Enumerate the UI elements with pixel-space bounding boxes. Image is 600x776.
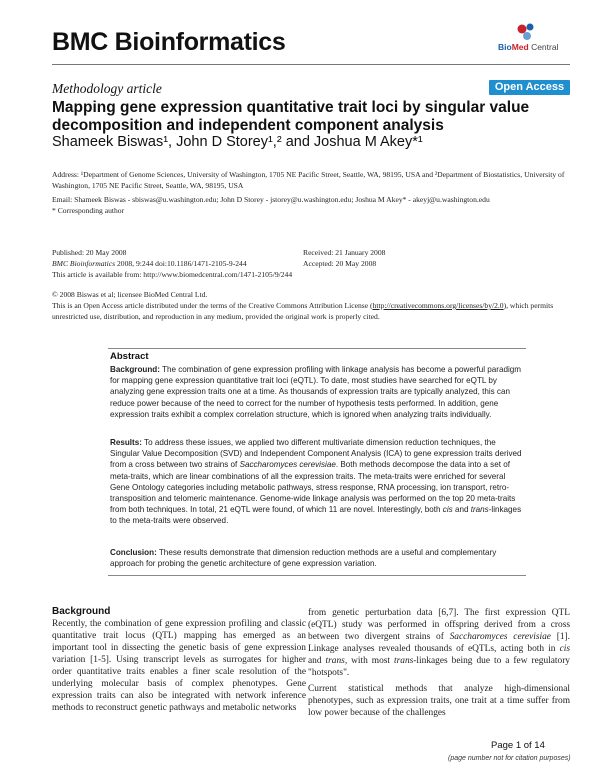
right-cis: cis [559,644,570,654]
logo-bio-text: Bio [498,42,512,52]
abstract-background [110,364,525,420]
abstract-results-text-b: . Both methods decompose the data into a set of meta-traits, which are linear combinations of all the expression traits. The meta-traits were enriched for several Gene Ontology categories including metabolic pathways, stress response, RNA processing, ion transport, retro-transposition and telomeric maintenance. Genome-wide linkage analysis was performed on the top 20 meta-traits from both techniques. In total, 21 eQTL were found, of which 11 are novel. Interestingly, both [110,460,516,515]
license-text-a: This is an Open Access article distributed under the terms of the Creative Commons Attribution License ( [52,301,373,310]
citation-details: 2008, 9:244 doi:10.1186/1471-2105-9-244 [115,259,247,268]
abstract-background-label: Background: [110,365,160,374]
body-right-paragraph-1 [308,607,570,679]
license-text-b: ), which permits unrestricted use, distribution, and reproduction in any medium, provided the original work is properly cited. [52,301,554,321]
open-access-badge: Open Access [489,80,570,95]
right-species: Saccharomyces cerevisiae [449,632,551,642]
abstract-background-text: The combination of gene expression profiling with linkage analysis has become a powerful paradigm for mapping gene expression quantitative trait loci (eQTL). To date, most studies have searched for eQTL by analyzing gene expression traits one at a time. As thousands of expression traits are typically analyzed, this can reduce power because of the need to correct for the number of hypothesis tests performed. In addition, gene expression traits exhibit a complex correlation structure, which is ignored when analyzing traits individually. [110,365,522,419]
citation-journal: BMC Bioinformatics [52,259,116,268]
right-text-4: , with most [344,656,395,666]
abstract-conclusion-text: These results demonstrate that dimension reduction methods are a useful and complementary approach for probing the genetic architecture of gene expression variation. [110,548,497,569]
copyright-line: © 2008 Biswas et al; licensee BioMed Central Ltd. [52,290,208,299]
biomed-central-logo [498,22,568,56]
abstract-results-trans: trans [470,505,489,515]
right-text-3: and [308,656,326,666]
abstract-conclusion-label: Conclusion: [110,548,157,557]
background-heading: Background [52,606,111,617]
abstract-heading: Abstract [110,351,149,362]
author-address: Address: ¹Department of Genome Sciences, University of Washington, 1705 NE Pacific Street, Seattle, WA, 98195, USA and ²Department of Biostatistics, University of Washington, 1705 NE Pacific Street, Seattle, WA, 98195, USA [52,170,565,190]
body-left-column: Recently, the combination of gene expression profiling and classic quantitative trait locus (QTL) mapping has emerged as an important tool in dissecting the genetic basis of gene expression variation [1-5]. Using transcript levels as surrogates for higher order quantitative traits enables a finer scale resolution of the underlying molecular basis of complex phenotypes. Gene expression traits can also be integrated with network inference methods to reconstruct genetic pathways and metabolic networks [52,619,306,713]
right-trans: trans [325,656,345,666]
body-right-paragraph-2: Current statistical methods that analyze high-dimensional phenotypes, such as expression traits, one trait at a time suffer from low power because of the challenges [308,684,570,718]
right-trans-2: trans [394,656,414,666]
abstract-results-text-c: -linkages to the meta-traits were observed. [110,505,522,526]
citation-line [52,258,247,269]
corresponding-note: * Corresponding author [52,206,125,215]
logo-med-text: Med [511,42,529,52]
right-text-5: -linkages being due to a few regulatory "hotspots". [308,656,570,678]
license-text [52,300,572,322]
page-number-note: (page number not for citation purposes) [448,755,571,762]
author-emails: Email: Shameek Biswas - sbiswas@u.washington.edu; John D Storey - jstorey@u.washington.edu; Joshua M Akey* - akeyj@u.washington.edu [52,195,490,204]
abstract-results-text-a: To address these issues, we applied two different multivariate dimension reduction techniques, the Singular Value Decomposition (SVD) and Independent Component Analysis (ICA) to gene expression traits derived from a cross between two strains of [110,438,522,470]
abstract-results [110,437,525,527]
right-text-1: from genetic perturbation data [6,7]. The first expression QTL (eQTL) study was performed in offspring derived from a cross between two divergent strains of [308,608,570,642]
article-url[interactable]: This article is available from: http://www.biomedcentral.com/1471-2105/9/244 [52,270,293,279]
journal-title: BMC Bioinformatics [52,28,286,56]
abstract-conclusion [110,547,525,569]
abstract-results-cis: cis [442,505,453,515]
article-type: Methodology article [52,81,162,96]
logo-central-text: Central [528,42,559,52]
page-number: Page 1 of 14 [491,740,545,751]
author-list: Shameek Biswas¹, John D Storey¹,² and Joshua M Akey*¹ [52,134,423,150]
abstract-results-and: and [452,505,471,515]
published-date: Published: 20 May 2008 [52,248,127,257]
header-divider [52,64,570,65]
right-text-2: [1]. Linkage analyses revealed thousands of eQTLs, acting both in [308,632,570,654]
article-title: Mapping gene expression quantitative trait loci by singular value decomposition and independent component analysis [52,99,530,134]
license-link[interactable]: http://creativecommons.org/licenses/by/2.0 [372,301,504,310]
abstract-results-species: Saccharomyces cerevisiae [239,460,336,470]
abstract-results-label: Results: [110,438,142,447]
biomed-central-logo-icon [516,22,538,42]
received-date: Received: 21 January 2008 [303,248,386,257]
accepted-date: Accepted: 20 May 2008 [303,259,377,268]
